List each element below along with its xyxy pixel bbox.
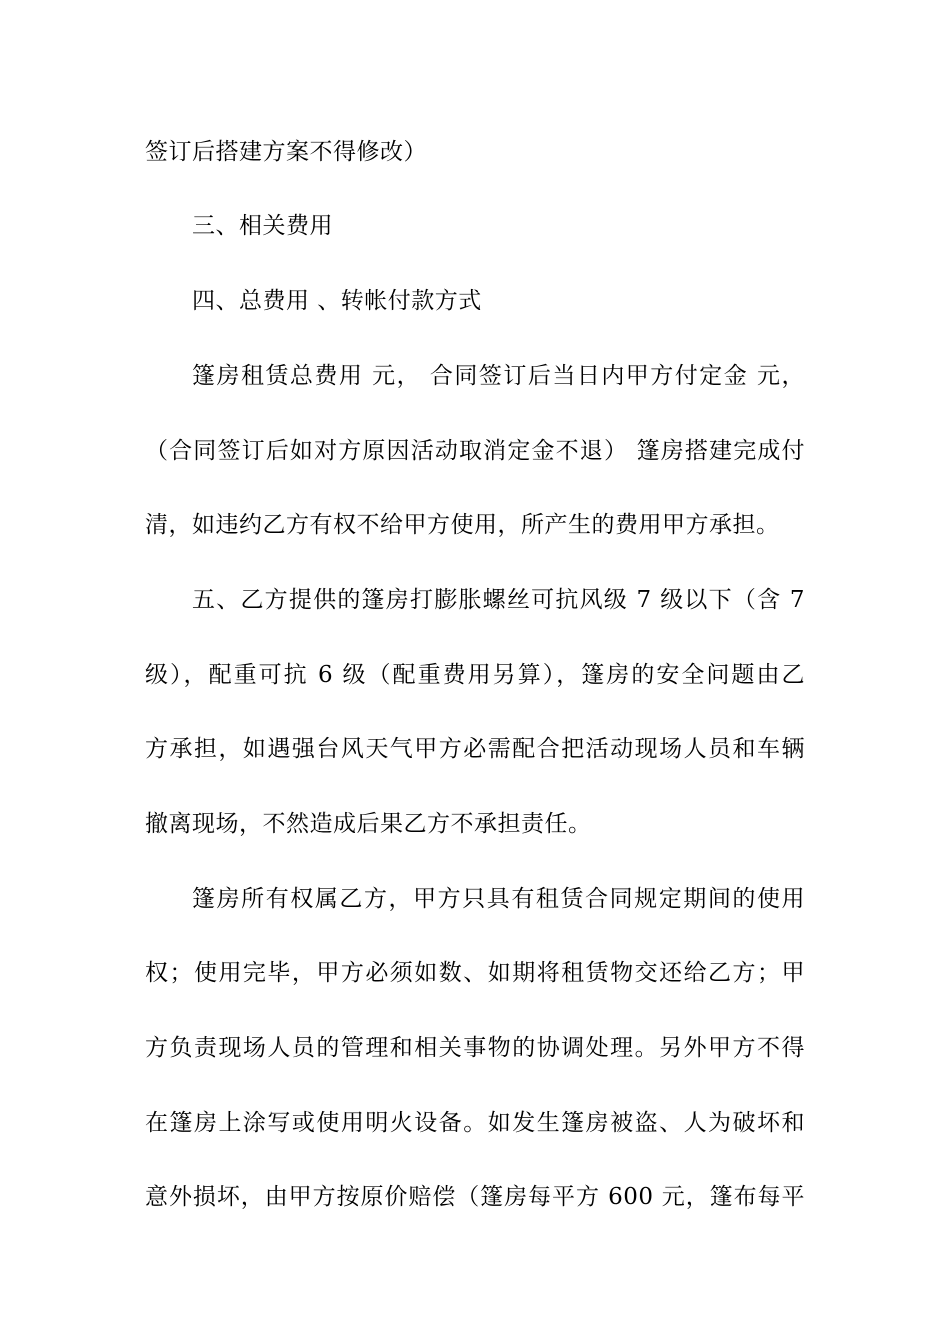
text-line: 方承担，如遇强台风天气甲方必需配合把活动现场人员和车辆	[145, 736, 805, 762]
text-line: 篷房所有权属乙方，甲方只具有租赁合同规定期间的使用	[192, 886, 805, 912]
text-line: 五、乙方提供的篷房打膨胀螺丝可抗风级 7 级以下（含 7	[192, 587, 805, 613]
section-heading: 四、总费用 、转帐付款方式	[192, 288, 482, 314]
text-line: 级），配重可抗 6 级（配重费用另算），篷房的安全问题由乙	[145, 662, 805, 688]
text-line: 方负责现场人员的管理和相关事物的协调处理。另外甲方不得	[145, 1035, 805, 1061]
text-line: （合同签订后如对方原因活动取消定金不退） 篷房搭建完成付	[145, 438, 805, 464]
text-line: 篷房租赁总费用 元， 合同签订后当日内甲方付定金 元，	[192, 363, 805, 389]
text-line: 权；使用完毕，甲方必须如数、如期将租赁物交还给乙方；甲	[145, 960, 805, 986]
text-line: 意外损坏，由甲方按原价赔偿（篷房每平方 600 元，篷布每平	[145, 1184, 805, 1210]
text-line: 清，如违约乙方有权不给甲方使用，所产生的费用甲方承担。	[145, 512, 780, 538]
section-heading: 三、相关费用	[192, 213, 333, 239]
text-line: 撤离现场，不然造成后果乙方不承担责任。	[145, 811, 592, 837]
text-line: 在篷房上涂写或使用明火设备。如发生篷房被盗、人为破坏和	[145, 1110, 805, 1136]
text-line: 签订后搭建方案不得修改）	[145, 139, 427, 165]
